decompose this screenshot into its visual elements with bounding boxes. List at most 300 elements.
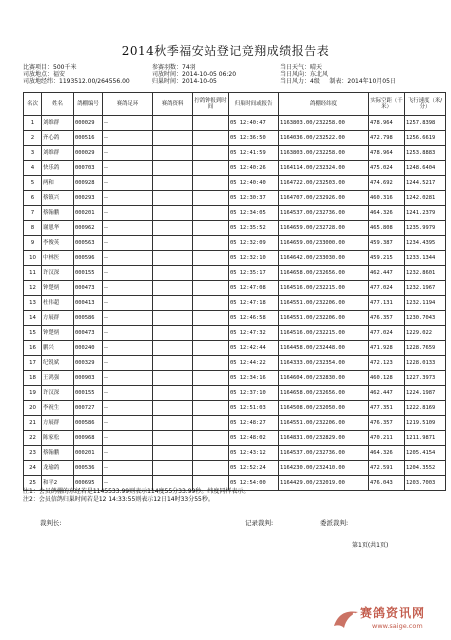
cell-rank: 21 — [24, 416, 42, 431]
cell-rank: 15 — [24, 326, 42, 341]
header-clock-time: 拧鸽钟报到时间 — [193, 93, 229, 116]
cell-ring: -- — [103, 266, 153, 281]
cell-speed: 1241.2379 — [405, 206, 446, 221]
cell-rank: 6 — [24, 191, 42, 206]
cell-name: 蔡翰鹏 — [42, 206, 74, 221]
cell-bird-info — [153, 251, 193, 266]
cell-loft-coords: 1164722.00/232503.00 — [279, 176, 369, 191]
cell-loft-coords: 1164429.00/232019.00 — [279, 476, 369, 491]
cell-return-time: 05 12:41:59 — [229, 146, 279, 161]
header-loft-id: 鸽棚编号 — [74, 93, 103, 116]
cell-loft-id: 000155 — [74, 386, 103, 401]
table-row — [24, 281, 446, 296]
cell-distance: 459.387 — [369, 236, 405, 251]
cell-rank: 17 — [24, 356, 42, 371]
cell-speed: 1244.5217 — [405, 176, 446, 191]
cell-loft-coords: 1164659.00/232728.00 — [279, 221, 369, 236]
header-loft-coords: 鸽棚经纬度 — [279, 93, 369, 116]
cell-rank: 19 — [24, 386, 42, 401]
cell-clock-time — [193, 116, 229, 131]
table-row — [24, 461, 446, 476]
cell-loft-coords: 1164537.00/232736.00 — [279, 206, 369, 221]
cell-loft-id: 000029 — [74, 116, 103, 131]
table-row — [24, 401, 446, 416]
cell-rank: 25 — [24, 476, 42, 491]
footnote-1: 注1：会员鸽棚的东经若是1145533.99则表示114度55分33.99秒。纬度同样表示。 — [23, 488, 250, 495]
cell-distance: 462.447 — [369, 386, 405, 401]
cell-return-time: 05 12:52:24 — [229, 461, 279, 476]
meta-column-2 — [152, 64, 236, 86]
table-row — [24, 191, 446, 206]
cell-name: 王鸿强 — [42, 371, 74, 386]
cell-loft-id: 000329 — [74, 356, 103, 371]
cell-speed: 1222.8169 — [405, 401, 446, 416]
cell-return-time: 05 12:32:10 — [229, 251, 279, 266]
cell-speed: 1228.7659 — [405, 341, 446, 356]
cell-clock-time — [193, 461, 229, 476]
cell-clock-time — [193, 131, 229, 146]
table-row — [24, 236, 446, 251]
delegate-label: 委派裁判: — [320, 519, 349, 527]
cell-ring: -- — [103, 176, 153, 191]
table-row — [24, 326, 446, 341]
cell-rank: 4 — [24, 161, 42, 176]
cell-rank: 7 — [24, 206, 42, 221]
cell-ring: -- — [103, 416, 153, 431]
cell-clock-time — [193, 236, 229, 251]
cell-ring: -- — [103, 221, 153, 236]
cell-loft-id: 000473 — [74, 326, 103, 341]
cell-name: 许汉深 — [42, 386, 74, 401]
table-row — [24, 371, 446, 386]
cell-speed: 1242.0281 — [405, 191, 446, 206]
meta-wind-direction: 当日风向：东北风 — [280, 71, 329, 79]
cell-name: 中林医 — [42, 251, 74, 266]
cell-bird-info — [153, 191, 193, 206]
table-row — [24, 116, 446, 131]
cell-bird-info — [153, 416, 193, 431]
table-row — [24, 206, 446, 221]
cell-name: 鹏兴 — [42, 341, 74, 356]
cell-loft-coords: 1163803.00/232258.00 — [279, 146, 369, 161]
cell-clock-time — [193, 296, 229, 311]
cell-ring: -- — [103, 236, 153, 251]
cell-speed: 1204.3552 — [405, 461, 446, 476]
results-table — [23, 92, 446, 491]
cell-bird-info — [153, 161, 193, 176]
cell-name: 许汉深 — [42, 266, 74, 281]
cell-name: 方展群 — [42, 416, 74, 431]
cell-clock-time — [193, 431, 229, 446]
cell-clock-time — [193, 386, 229, 401]
cell-speed: 1205.4154 — [405, 446, 446, 461]
cell-loft-id: 000586 — [74, 311, 103, 326]
cell-return-time: 05 12:47:08 — [229, 281, 279, 296]
cell-ring: -- — [103, 386, 153, 401]
table-header-row — [24, 93, 446, 116]
cell-rank: 8 — [24, 221, 42, 236]
cell-return-time: 05 12:47:32 — [229, 326, 279, 341]
cell-distance: 464.326 — [369, 206, 405, 221]
cell-bird-info — [153, 281, 193, 296]
header-return-time: 归巢时间或报告 — [229, 93, 279, 116]
cell-return-time: 05 12:37:10 — [229, 386, 279, 401]
table-row — [24, 161, 446, 176]
cell-rank: 22 — [24, 431, 42, 446]
cell-bird-info — [153, 236, 193, 251]
watermark-brand: 赛鸽资讯网 — [360, 606, 426, 620]
cell-clock-time — [193, 266, 229, 281]
cell-return-time: 05 12:40:26 — [229, 161, 279, 176]
cell-return-time: 05 12:30:37 — [229, 191, 279, 206]
cell-speed: 1232.8601 — [405, 266, 446, 281]
cell-ring: -- — [103, 146, 153, 161]
cell-name: 刘维群 — [42, 146, 74, 161]
cell-loft-coords: 1164551.00/232206.00 — [279, 416, 369, 431]
cell-loft-id: 000596 — [74, 251, 103, 266]
cell-rank: 18 — [24, 371, 42, 386]
cell-loft-id: 000201 — [74, 206, 103, 221]
meta-wind-force: 当日风力：4级 制表：2014年10月05日 — [280, 78, 396, 86]
cell-name: 快乐鸽 — [42, 161, 74, 176]
cell-clock-time — [193, 251, 229, 266]
cell-clock-time — [193, 341, 229, 356]
cell-ring: -- — [103, 281, 153, 296]
cell-ring: -- — [103, 296, 153, 311]
cell-clock-time — [193, 176, 229, 191]
cell-loft-coords: 1164537.00/232736.00 — [279, 446, 369, 461]
table-row — [24, 416, 446, 431]
cell-ring: -- — [103, 191, 153, 206]
table-row — [24, 431, 446, 446]
cell-speed: 1248.6404 — [405, 161, 446, 176]
cell-distance: 472.123 — [369, 356, 405, 371]
cell-distance: 472.798 — [369, 131, 405, 146]
cell-return-time: 05 12:43:12 — [229, 446, 279, 461]
cell-ring: -- — [103, 446, 153, 461]
cell-loft-coords: 1164659.00/233000.00 — [279, 236, 369, 251]
cell-clock-time — [193, 326, 229, 341]
cell-bird-info — [153, 371, 193, 386]
cell-return-time: 05 12:36:50 — [229, 131, 279, 146]
cell-distance: 464.326 — [369, 446, 405, 461]
cell-name: 蔡翰鹏 — [42, 446, 74, 461]
cell-return-time: 05 12:40:40 — [229, 176, 279, 191]
cell-bird-info — [153, 266, 193, 281]
cell-loft-coords: 1163803.00/232258.00 — [279, 116, 369, 131]
cell-return-time: 05 12:54:00 — [229, 476, 279, 491]
cell-distance: 474.692 — [369, 176, 405, 191]
header-bird-info: 赛鸽资料 — [153, 93, 193, 116]
cell-clock-time — [193, 401, 229, 416]
cell-bird-info — [153, 431, 193, 446]
table-row — [24, 176, 446, 191]
cell-return-time: 05 12:35:17 — [229, 266, 279, 281]
cell-rank: 23 — [24, 446, 42, 461]
cell-loft-coords: 1164333.00/232354.00 — [279, 356, 369, 371]
cell-bird-info — [153, 311, 193, 326]
cell-return-time: 05 12:40:47 — [229, 116, 279, 131]
cell-rank: 3 — [24, 146, 42, 161]
cell-distance: 476.043 — [369, 476, 405, 491]
cell-bird-info — [153, 206, 193, 221]
cell-ring: -- — [103, 251, 153, 266]
cell-name: 钟楚炳 — [42, 281, 74, 296]
cell-name: 谢恩华 — [42, 221, 74, 236]
meta-return-time: 归巢时间：2014-10-05 — [152, 78, 217, 86]
pigeon-logo-icon — [332, 606, 360, 632]
cell-loft-coords: 1164707.00/232926.00 — [279, 191, 369, 206]
meta-entry-count: 参赛羽数：74羽 — [152, 64, 196, 71]
cell-bird-info — [153, 356, 193, 371]
cell-distance: 476.357 — [369, 416, 405, 431]
cell-bird-info — [153, 401, 193, 416]
cell-loft-id: 000695 — [74, 476, 103, 491]
cell-loft-coords: 1164516.00/232215.00 — [279, 281, 369, 296]
meta-release-time: 司放时间：2014-10-05 06:20 — [152, 71, 237, 79]
cell-speed: 1228.0133 — [405, 356, 446, 371]
cell-clock-time — [193, 206, 229, 221]
cell-loft-coords: 1164551.00/232206.00 — [279, 296, 369, 311]
cell-loft-id: 000293 — [74, 191, 103, 206]
table-row — [24, 266, 446, 281]
cell-distance: 477.131 — [369, 296, 405, 311]
table-row — [24, 311, 446, 326]
cell-speed: 1224.1987 — [405, 386, 446, 401]
table-row — [24, 356, 446, 371]
cell-loft-coords: 1164458.00/232448.00 — [279, 341, 369, 356]
table-row — [24, 131, 446, 146]
cell-bird-info — [153, 341, 193, 356]
cell-return-time: 05 12:44:22 — [229, 356, 279, 371]
cell-rank: 14 — [24, 311, 42, 326]
cell-return-time: 05 12:42:44 — [229, 341, 279, 356]
cell-name: 李俊英 — [42, 236, 74, 251]
cell-speed: 1203.7003 — [405, 476, 446, 491]
cell-clock-time — [193, 281, 229, 296]
table-body — [24, 116, 446, 491]
cell-distance: 477.351 — [369, 401, 405, 416]
cell-speed: 1211.9871 — [405, 431, 446, 446]
cell-ring: -- — [103, 401, 153, 416]
meta-release-coords: 司放地经纬：1193512.00/264556.00 — [23, 78, 130, 86]
cell-bird-info — [153, 326, 193, 341]
cell-loft-id: 000968 — [74, 431, 103, 446]
cell-loft-id: 000586 — [74, 416, 103, 431]
cell-loft-id: 000029 — [74, 146, 103, 161]
cell-loft-id: 000928 — [74, 176, 103, 191]
table-row — [24, 296, 446, 311]
cell-distance: 465.808 — [369, 221, 405, 236]
table-row — [24, 341, 446, 356]
cell-distance: 477.024 — [369, 281, 405, 296]
header-rank: 名次 — [24, 93, 42, 116]
table-row — [24, 221, 446, 236]
cell-distance: 459.215 — [369, 251, 405, 266]
cell-clock-time — [193, 371, 229, 386]
cell-ring: -- — [103, 116, 153, 131]
cell-distance: 478.964 — [369, 116, 405, 131]
cell-rank: 13 — [24, 296, 42, 311]
cell-name: 杜伟超 — [42, 296, 74, 311]
cell-loft-id: 000903 — [74, 371, 103, 386]
cell-distance: 472.591 — [369, 461, 405, 476]
cell-return-time: 05 12:34:05 — [229, 206, 279, 221]
cell-rank: 20 — [24, 401, 42, 416]
cell-distance: 470.211 — [369, 431, 405, 446]
cell-return-time: 05 12:34:16 — [229, 371, 279, 386]
cell-rank: 10 — [24, 251, 42, 266]
cell-loft-id: 000962 — [74, 221, 103, 236]
cell-ring: -- — [103, 206, 153, 221]
cell-clock-time — [193, 161, 229, 176]
cell-loft-coords: 1164658.00/232656.00 — [279, 386, 369, 401]
cell-return-time: 05 12:32:09 — [229, 236, 279, 251]
cell-rank: 9 — [24, 236, 42, 251]
cell-ring: -- — [103, 371, 153, 386]
cell-distance: 476.357 — [369, 311, 405, 326]
cell-loft-id: 000240 — [74, 341, 103, 356]
cell-ring: -- — [103, 476, 153, 491]
cell-ring: -- — [103, 341, 153, 356]
cell-loft-id: 000516 — [74, 131, 103, 146]
cell-clock-time — [193, 191, 229, 206]
cell-speed: 1219.5109 — [405, 416, 446, 431]
cell-rank: 12 — [24, 281, 42, 296]
cell-bird-info — [153, 221, 193, 236]
cell-name: 和平2 — [42, 476, 74, 491]
cell-ring: -- — [103, 356, 153, 371]
cell-bird-info — [153, 146, 193, 161]
cell-rank: 5 — [24, 176, 42, 191]
cell-return-time: 05 12:51:03 — [229, 401, 279, 416]
cell-loft-id: 000201 — [74, 446, 103, 461]
cell-speed: 1253.8883 — [405, 146, 446, 161]
cell-speed: 1230.7043 — [405, 311, 446, 326]
cell-name: 纪锐斌 — [42, 356, 74, 371]
meta-column-1 — [23, 64, 130, 86]
cell-loft-coords: 1164516.00/232215.00 — [279, 326, 369, 341]
cell-return-time: 05 12:47:18 — [229, 296, 279, 311]
cell-bird-info — [153, 386, 193, 401]
cell-loft-id: 000473 — [74, 281, 103, 296]
cell-speed: 1257.8398 — [405, 116, 446, 131]
footnotes — [23, 488, 249, 504]
cell-speed: 1234.4395 — [405, 236, 446, 251]
cell-rank: 11 — [24, 266, 42, 281]
cell-loft-coords: 1164831.00/232829.00 — [279, 431, 369, 446]
cell-speed: 1232.1194 — [405, 296, 446, 311]
cell-ring: -- — [103, 311, 153, 326]
cell-speed: 1256.6619 — [405, 131, 446, 146]
cell-loft-coords: 1164508.00/232050.00 — [279, 401, 369, 416]
header-ring: 赛鸽足环 — [103, 93, 153, 116]
chief-judge-label: 裁判长: — [40, 519, 62, 527]
cell-bird-info — [153, 446, 193, 461]
cell-loft-coords: 1164230.00/232410.00 — [279, 461, 369, 476]
cell-name: 齐心鸽 — [42, 131, 74, 146]
recorder-label: 记录裁判: — [245, 519, 274, 527]
table-row — [24, 146, 446, 161]
cell-name: 钟楚炳 — [42, 326, 74, 341]
cell-name: 两和 — [42, 176, 74, 191]
cell-name: 龙瑜鸽 — [42, 461, 74, 476]
cell-bird-info — [153, 176, 193, 191]
cell-rank: 24 — [24, 461, 42, 476]
cell-bird-info — [153, 461, 193, 476]
page-number: 第1页(共1页) — [352, 542, 389, 549]
table-row — [24, 386, 446, 401]
cell-speed: 1232.1967 — [405, 281, 446, 296]
cell-clock-time — [193, 356, 229, 371]
cell-loft-id: 000563 — [74, 236, 103, 251]
cell-return-time: 05 12:35:52 — [229, 221, 279, 236]
cell-loft-coords: 1164036.00/232522.00 — [279, 131, 369, 146]
cell-loft-coords: 1164114.00/232324.00 — [279, 161, 369, 176]
cell-clock-time — [193, 416, 229, 431]
cell-name: 刘维群 — [42, 116, 74, 131]
cell-ring: -- — [103, 131, 153, 146]
cell-loft-id: 000155 — [74, 266, 103, 281]
cell-ring: -- — [103, 161, 153, 176]
cell-name: 方展群 — [42, 311, 74, 326]
cell-bird-info — [153, 296, 193, 311]
cell-rank: 1 — [24, 116, 42, 131]
cell-loft-id: 000536 — [74, 461, 103, 476]
cell-speed: 1227.3973 — [405, 371, 446, 386]
table-row — [24, 446, 446, 461]
cell-clock-time — [193, 221, 229, 236]
cell-rank: 2 — [24, 131, 42, 146]
header-speed: 飞行速度（米/分） — [405, 93, 446, 116]
meta-made-date: 制表：2014年10月05日 — [329, 78, 396, 86]
cell-loft-coords: 1164642.00/233030.00 — [279, 251, 369, 266]
cell-rank: 16 — [24, 341, 42, 356]
cell-ring: -- — [103, 461, 153, 476]
meta-column-3 — [280, 64, 396, 86]
cell-distance: 460.316 — [369, 191, 405, 206]
watermark-url: www.saige.com — [372, 622, 423, 630]
cell-loft-coords: 1164604.00/232830.00 — [279, 371, 369, 386]
watermark — [332, 604, 447, 634]
cell-name: 蔡镇兴 — [42, 191, 74, 206]
cell-name: 李祝生 — [42, 401, 74, 416]
cell-return-time: 05 12:46:58 — [229, 311, 279, 326]
cell-loft-id: 000703 — [74, 161, 103, 176]
cell-loft-coords: 1164551.00/232206.00 — [279, 311, 369, 326]
table-row — [24, 251, 446, 266]
cell-bird-info — [153, 131, 193, 146]
cell-distance: 475.024 — [369, 161, 405, 176]
meta-weather: 当日天气：晴天 — [280, 64, 323, 71]
cell-distance: 462.447 — [369, 266, 405, 281]
cell-speed: 1229.022 — [405, 326, 446, 341]
meta-release-place: 司放地点：福安 — [23, 71, 66, 79]
cell-distance: 477.024 — [369, 326, 405, 341]
cell-clock-time — [193, 146, 229, 161]
cell-ring: -- — [103, 326, 153, 341]
cell-ring: -- — [103, 431, 153, 446]
header-distance: 实际空距（千米） — [369, 93, 405, 116]
report-title: 2014秋季福安站登记竞翔成绩报告表 — [121, 44, 330, 58]
cell-return-time: 05 12:48:02 — [229, 431, 279, 446]
cell-distance: 471.928 — [369, 341, 405, 356]
cell-bird-info — [153, 116, 193, 131]
cell-clock-time — [193, 311, 229, 326]
cell-distance: 478.964 — [369, 146, 405, 161]
footnote-2: 注2：会员信鸽归巢时间若是12 14:33:55则表示12日14时33分55秒。 — [23, 496, 214, 503]
cell-return-time: 05 12:48:27 — [229, 416, 279, 431]
